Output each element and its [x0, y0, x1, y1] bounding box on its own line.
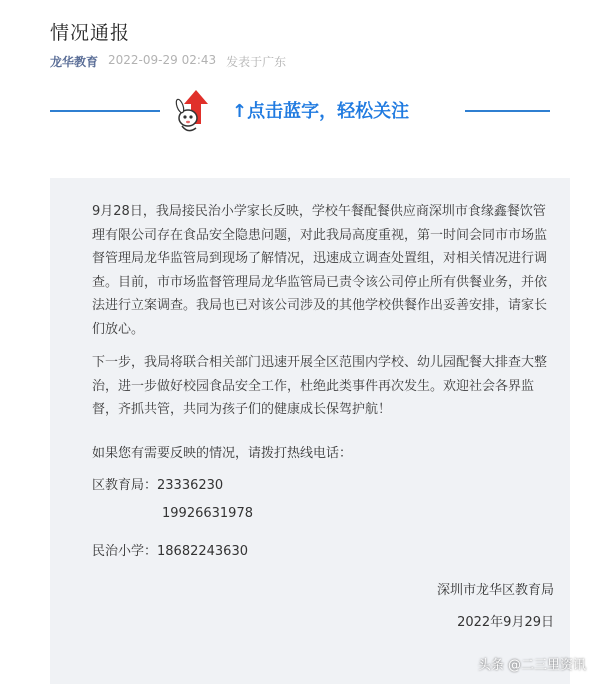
- banner-divider-right: [465, 110, 550, 112]
- article-body: [92, 200, 554, 432]
- hotline-row: [92, 474, 223, 493]
- source-watermark: 头条 @二三里资讯: [477, 658, 586, 673]
- publish-location: 发表于广东: [226, 55, 287, 69]
- signature: [437, 578, 554, 636]
- hotline-row: [162, 506, 253, 521]
- paragraph-1: 9月28日，我局接民治小学家长反映，学校午餐配餐供应商深圳市食缘鑫餐饮管理有限公司存在食品安全隐患问题，对此我局高度重视，第一时间会同市市场监督管理局龙华监管局到现场了解情况，迅速成立调查处置组，对相关情况进行调查。目前，市市场监督管理局龙华监管局已责令该公司停止所有供餐业务，并依法进行立案调查。我局也已对该公司涉及的其他学校供餐作出妥善安排，请家长们放心。: [92, 204, 548, 337]
- hotline-number[interactable]: 18682243630: [157, 544, 248, 559]
- signature-org: 深圳市龙华区教育局: [436, 583, 554, 598]
- hotline-label: 区教育局：: [92, 478, 158, 493]
- follow-banner[interactable]: [50, 88, 550, 136]
- author-link[interactable]: 龙华教育: [50, 55, 99, 69]
- follow-cta[interactable]: ↑点击蓝字，轻松关注: [232, 101, 410, 122]
- hotline-number[interactable]: 19926631978: [162, 506, 253, 521]
- signature-date: 2022年9月29日: [457, 615, 554, 630]
- paragraph-2: 下一步，我局将联合相关部门迅速开展全区范围内学校、幼儿园配餐大排查大整治，进一步做好校园食品安全工作，杜绝此类事件再次发生。欢迎社会各界监督，齐抓共管，共同为孩子们的健康成长保驾护航！: [92, 355, 548, 417]
- hotline-row: [92, 540, 248, 559]
- mascot-arrow-icon: [166, 88, 222, 138]
- hotline-intro: 如果您有需要反映的情况，请拨打热线电话：: [92, 446, 353, 461]
- hotline-label: 民治小学：: [92, 544, 158, 559]
- hotline-number[interactable]: 23336230: [157, 478, 224, 493]
- page-title: 情况通报: [50, 22, 131, 44]
- banner-divider-left: [50, 110, 160, 112]
- article-meta: [50, 53, 286, 70]
- publish-time: 2022-09-29 02:43: [108, 53, 217, 67]
